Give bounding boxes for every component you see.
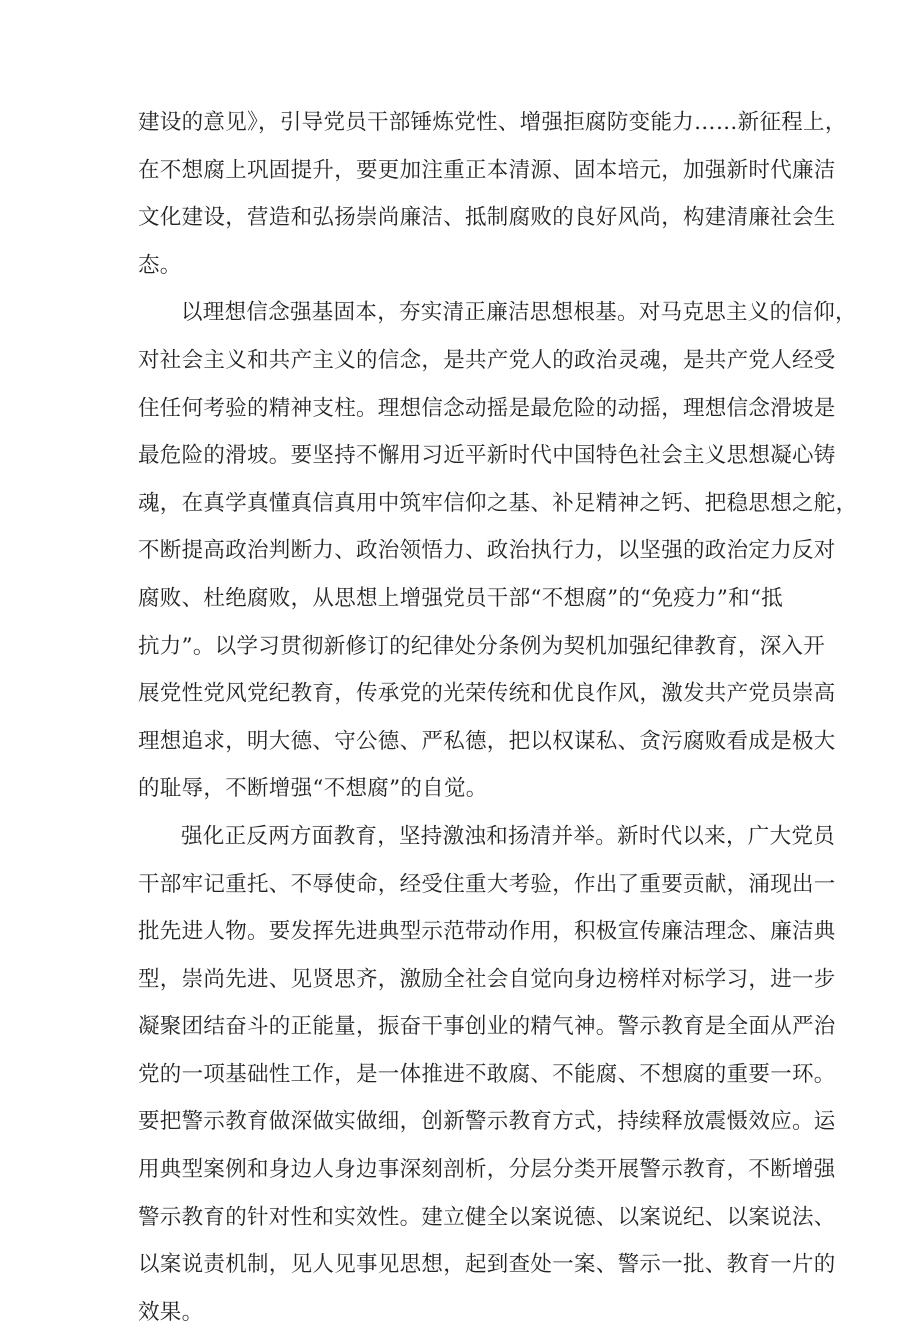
- text-line: 展党性党风党纪教育，传承党的光荣传统和优良作风，激发共产党员崇高: [138, 681, 836, 707]
- text-line: 对社会主义和共产主义的信念，是共产党人的政治灵魂，是共产党人经受: [138, 347, 836, 373]
- paragraph-first-line: 以理想信念强基固本，夯实清正廉洁思想根基。对马克思主义的信仰，: [181, 300, 857, 326]
- text-line: 文化建设，营造和弘扬崇尚廉洁、抵制腐败的良好风尚，构建清廉社会生: [138, 205, 836, 231]
- text-line: 用典型案例和身边人身边事深刻剖析，分层分类开展警示教育，不断增强: [138, 1157, 836, 1183]
- text-line: 干部牢记重托、不辱使命，经受住重大考验，作出了重要贡献，涌现出一: [138, 871, 836, 897]
- text-line: 住任何考验的精神支柱。理想信念动摇是最危险的动摇，理想信念滑坡是: [138, 395, 836, 421]
- text-line: 态。: [138, 252, 182, 278]
- paragraph-first-line: 强化正反两方面教育，坚持激浊和扬清并举。新时代以来，广大党员: [181, 823, 836, 849]
- text-line: 党的一项基础性工作，是一体推进不敢腐、不能腐、不想腐的重要一环。: [138, 1061, 836, 1087]
- text-line: 建设的意见》，引导党员干部锤炼党性、增强拒腐防变能力……新征程上，: [138, 110, 847, 135]
- text-line: 不断提高政治判断力、政治领悟力、政治执行力，以坚强的政治定力反对: [138, 538, 836, 564]
- text-line: 要把警示教育做深做实做细，创新警示教育方式，持续释放震慑效应。运: [138, 1109, 836, 1135]
- text-line: 型，崇尚先进、见贤思齐，激励全社会自觉向身边榜样对标学习，进一步: [138, 966, 836, 992]
- document-body: [138, 99, 858, 1336]
- text-line: 以案说责机制，见人见事见思想，起到查处一案、警示一批、教育一片的: [138, 1252, 836, 1278]
- text-line: 抗力”。以学习贯彻新修订的纪律处分条例为契机加强纪律教育，深入开: [138, 633, 826, 659]
- text-line: 效果。: [138, 1299, 204, 1325]
- text-line: 批先进人物。要发挥先进典型示范带动作用，积极宣传廉洁理念、廉洁典: [138, 919, 836, 945]
- text-line: 在不想腐上巩固提升，要更加注重正本清源、固本培元，加强新时代廉洁: [138, 157, 836, 183]
- text-line: 理想追求，明大德、守公德、严私德，把以权谋私、贪污腐败看成是极大: [138, 728, 836, 754]
- text-line: 凝聚团结奋斗的正能量，振奋干事创业的精气神。警示教育是全面从严治: [138, 1014, 836, 1040]
- text-line: 的耻辱，不断增强“不想腐”的自觉。: [138, 776, 488, 802]
- text-line: 魂，在真学真懂真信真用中筑牢信仰之基、补足精神之钙、把稳思想之舵，: [138, 490, 858, 516]
- text-line: 腐败、杜绝腐败，从思想上增强党员干部“不想腐”的“免疫力”和“抵: [138, 585, 784, 611]
- text-line: 警示教育的针对性和实效性。建立健全以案说德、以案说纪、以案说法、: [138, 1204, 836, 1230]
- text-line: 最危险的滑坡。要坚持不懈用习近平新时代中国特色社会主义思想凝心铸: [138, 443, 836, 469]
